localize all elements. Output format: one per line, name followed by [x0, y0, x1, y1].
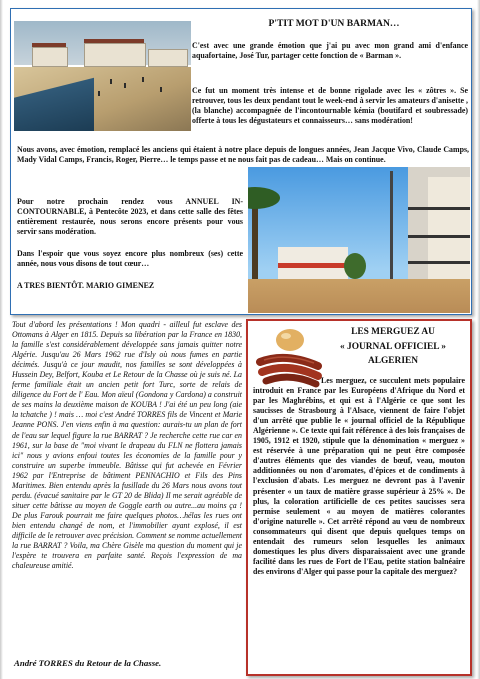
barman-paragraph-2: Ce fut un moment très intense et de bonne rigolade avec les « zôtres ». Se retrouver, tous les deux pendant tout le week-end à servir les amateurs d'anisette , (la blanche) accompagnée de l'incontournable kémia (boutifard et soubressade) offerte à tous les dégustateurs et connaisseurs… sans modération!	[192, 86, 468, 126]
barman-paragraph-4: Pour notre prochain rendez vous ANNUEL IN-CONTOURNABLE, à Pentecôte 2023, et dans cette salle des fêtes entièrement restaurée, nous serons encore présents pour vous servir sans modération.	[17, 197, 243, 237]
letter-column	[10, 320, 243, 672]
letter-text: Tout d'abord les présentations ! Mon quadri - ailleul fut esclave des Ottomans à Alger en 1815. Depuis sa libération par la France en 1830, la famille s'est considérablement développée sans jamais quitter notre Algérie. Jusqu'au 26 Mars 1962 rue d'Isly où nous fumes en partie décimés. Jusqu'à ce jour maudit, nos familles se sont développées à Hussein Dey, Belfort, Kouba et Le Retour de la Chasse où je suis né. La ferme familiale était un ancien petit fort Turc, sorte de relais de diligence du Fort de l' Eau. Mon aïeul (Gondona y Cardona) a construit de ses mains la deuxième maison de KOUBA ! J'ai été un peu long (aie la tchatche ) ! mais … moi c'est André TORRES fils de Vincent et Marie Jeanne PONS. J'en viens enfin à ma question: aurais-tu un plan de fort de l'eau sur lequel figure la rue BARRAT ? Je recherche cette rue car en 1961, sur la base de "moi vivant le drapeau du FLN ne flottera jamais ici" nous y avions enfoui toutes les économies de la famille pour y construire un superbe immeuble. Bâtisse qui fut achevée en Février 1962 par l'Entreprise de bâtiment PENNACHIO et Fils des Pins Maritimes. Bien entendu après la fusillade du 26 Mars nous avons tout perdu. (évacué sanitaire par le GT 20 de Blida) Il me serait agréable de situer cette bâtisse au moyen de Goggle earth ou autre...au moins ça ! De plus Farouk pourrait me faire quelques photos…hélas les rues ont bien entendu changé de nom, et l'immobilier ayant explosé, il est difficile de le retrouver avec précision. Comment se nomme actuellement la rue BARRAT ? Voila, ma Chère Gisèle ma question du moment qui je l'espère te trouvera en parfaite santé. Reçois l'expression de ma chaleureuse amitié.	[12, 320, 242, 571]
barman-title: P'TIT MOT D'UN BARMAN…	[268, 18, 400, 29]
merguez-title-line-2: « JOURNAL OFFICIEL »	[339, 342, 446, 352]
barman-paragraph-5: Dans l'espoir que vous soyez encore plus nombreux (ses) cette année, nous vous disons de tout cœur…	[17, 249, 243, 269]
merguez-title-line-3: ALGERIEN	[367, 356, 418, 366]
letter-signature: André TORRES du Retour de la Chasse.	[14, 658, 162, 668]
barman-paragraph-1: C'est avec une grande émotion que j'ai pu avec mon grand ami d'enfance aquafortaine, José Tur, partager cette fonction de « Barman ».	[192, 41, 468, 61]
merguez-body	[253, 376, 465, 577]
merguez-title-line-1: LES MERGUEZ AU	[351, 327, 435, 337]
merguez-article-box	[246, 319, 472, 676]
barman-signoff: A TRES BIENTÔT. MARIO GIMENEZ	[17, 281, 155, 290]
barman-paragraph-3: Nous avons, avec émotion, remplacé les anciens qui étaient à notre place depuis de longues années, Jean Jacque Vivo, Claude Camps, Mady Vidal Camps, Francis, Roger, Pierre… le temps passe et ne nous fait pas de cadeau… Mais on continue.	[17, 145, 469, 165]
beach-photo	[14, 21, 191, 131]
barman-article-box	[10, 8, 472, 315]
street-photo	[248, 167, 470, 313]
merguez-body-text: Les merguez, ce succulent mets populaire introduit en France par les Européens d'Afrique du Nord et par les Maghrébins, et qui est à l'Algérie ce que sont les saucisses de Strasbourg à l'Alsace, viennent de faire l'objet d'un arrêté que publie le « journal officiel de la République Algérienne ». Ce texte qui fait référence à des lois françaises de 1905, 1912 et 1920, stipule que la dénomination « merguez » est réservée à une préparation qui ne peut être composée d'autres éléments que des viandes de bœuf, veau, mouton additionnées ou non d'aromates, d'épices et de condiments à l'exclusion d'abats. Les merguez ne devront pas à l'avenir présenter « un taux de matière grasse supérieur à 25% ». De plus, la coloration artificielle de ces petites saucisses sera permise seulement « au moyen de matières colorantes d'origine naturelle ». Cet arrêté répond au vœu de nombreux consommateurs qui disent que depuis quelques temps on entendait des rumeurs selon lesquelles les animaux domestiques les plus divers disparaissaient avec une grande facilité dans les rues de Fort de l'Eau, petite station balnéaire des environs d'Alger qui passe pour la capitale des merguez?	[253, 376, 465, 576]
